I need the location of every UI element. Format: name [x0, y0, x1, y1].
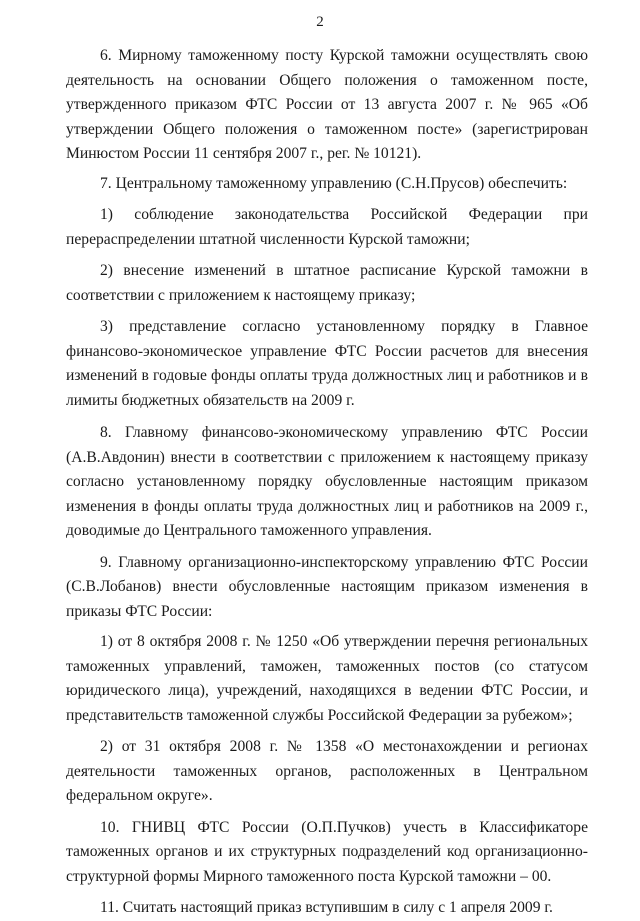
- paragraph-7-1: 1) соблюдение законодательства Российской Федерации при перераспределении штатной численности Курской таможни;: [66, 206, 588, 248]
- paragraph-8: 8. Главному финансово-экономическому управлению ФТС России (А.В.Авдонин) внести в соответствии с приложением к настоящему приказу согласно установленному порядку обусловленные настоящим приказом изменения в фонды оплаты труда должностных лиц и работников на 2009 г., доводимые до Центрального таможенного управления.: [66, 424, 588, 539]
- page-number: 2: [316, 14, 324, 30]
- paragraph-7-2: 2) внесение изменений в штатное расписание Курской таможни в соответствии с приложением к настоящему приказу;: [66, 262, 588, 304]
- paragraph-7: 7. Центральному таможенному управлению (С.Н.Прусов) обеспечить:: [100, 174, 568, 192]
- paragraph-9: 9. Главному организационно-инспекторскому управлению ФТС России (С.В.Лобанов) внести обусловленные настоящим приказом изменения в приказы ФТС России:: [66, 553, 588, 620]
- paragraph-10: 10. ГНИВЦ ФТС России (О.П.Пучков) учесть в Классификаторе таможенных органов и их структурных подразделений код организационно-структурной формы Мирного таможенного поста Курской таможни – 00.: [66, 818, 588, 885]
- paragraph-9-1: 1) от 8 октября 2008 г. № 1250 «Об утверждении перечня региональных таможенных управлений, таможен, таможенных постов (со статусом юридического лица), учреждений, находящихся в ведении ФТС России, и представительств таможенной службы Российской Федерации за рубежом»;: [66, 633, 588, 724]
- paragraph-11: 11. Считать настоящий приказ вступившим в силу с 1 апреля 2009 г.: [100, 899, 553, 916]
- document-body: [66, 44, 588, 921]
- paragraph-6: 6. Мирному таможенному посту Курской таможни осуществлять свою деятельность на основании Общего положения о таможенном посте, утвержденного приказом ФТС России от 13 августа 2007 г. № 965 «Об утверждении Общего положения о таможенном посте» (зарегистрирован Минюстом России 11 сентября 2007 г., рег. № 10121).: [66, 47, 588, 162]
- paragraph-7-3: 3) представление согласно установленному порядку в Главное финансово-экономическое управление ФТС России расчетов для внесения изменений в годовые фонды оплаты труда должностных лиц и работников и в лимиты бюджетных обязательств на 2009 г.: [66, 318, 588, 409]
- paragraph-9-2: 2) от 31 октября 2008 г. № 1358 «О местонахождении и регионах деятельности таможенных органов, расположенных в Центральном федеральном округе».: [66, 738, 588, 804]
